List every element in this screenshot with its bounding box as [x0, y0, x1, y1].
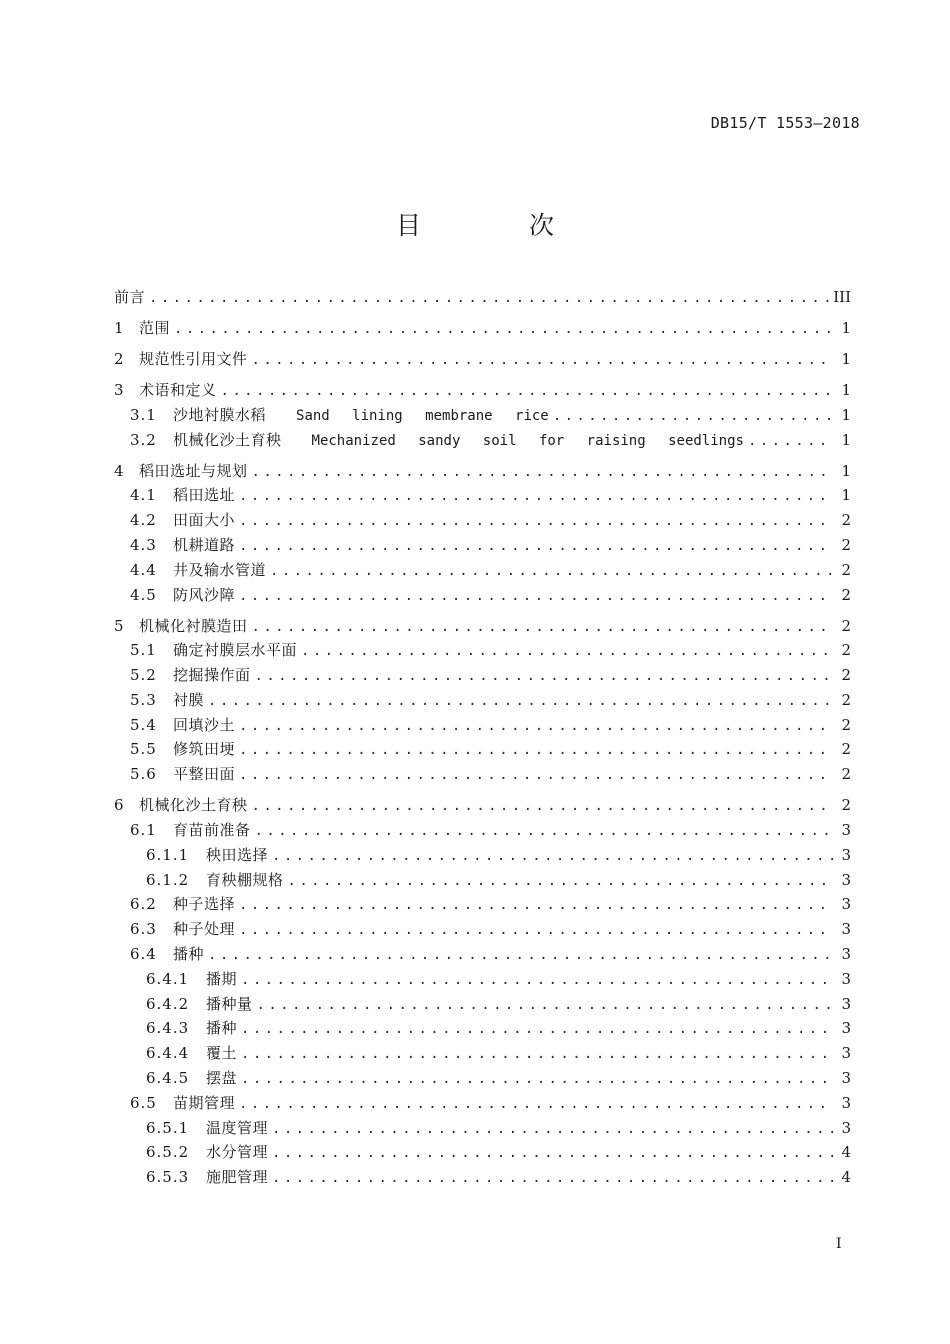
toc-entry-number: 2 [114, 349, 125, 368]
toc-entry-heading [114, 664, 251, 685]
toc-entry-page: 3 [841, 821, 851, 840]
toc-entry-page: 1 [841, 318, 851, 337]
toc-entry-heading [114, 1141, 268, 1162]
toc-entry-label: 播种量 [206, 994, 253, 1013]
dot-leader [239, 742, 833, 758]
dot-leader [272, 848, 833, 864]
toc-entry-page: 1 [841, 430, 851, 449]
toc-entry[interactable] [114, 869, 851, 894]
toc-entry[interactable] [114, 615, 851, 640]
toc-entry[interactable] [114, 943, 851, 968]
dot-leader [252, 352, 833, 368]
dot-leader [241, 972, 833, 988]
toc-entry[interactable] [114, 1067, 851, 1092]
toc-entry-number: 4.4 [130, 560, 157, 579]
toc-entry[interactable] [114, 317, 851, 342]
table-of-contents [114, 286, 851, 1191]
dot-leader [252, 464, 833, 480]
toc-entry-page: III [833, 288, 851, 306]
dot-leader [239, 922, 833, 938]
toc-entry-number: 6.5.1 [146, 1118, 190, 1137]
toc-entry-page: 3 [841, 1044, 851, 1063]
toc-entry-number: 6.1 [130, 821, 157, 840]
toc-entry-label: 范围 [139, 318, 171, 337]
toc-entry-page: 2 [841, 740, 851, 759]
toc-entry-number: 3.1 [130, 405, 157, 424]
dot-leader [208, 693, 833, 709]
dot-leader [252, 798, 833, 814]
toc-entry-number: 5.6 [130, 765, 157, 784]
toc-entry-number: 4.1 [130, 486, 157, 505]
toc-entry-heading [114, 844, 268, 865]
toc-entry-page: 1 [841, 405, 851, 424]
toc-entry[interactable] [114, 379, 851, 404]
toc-entry-label: 田面大小 [173, 511, 236, 530]
toc-entry-number: 6 [114, 796, 125, 815]
toc-entry-heading [114, 348, 248, 369]
toc-entry-number: 6.5 [130, 1093, 157, 1112]
toc-entry-number: 6.2 [130, 895, 157, 914]
dot-leader [239, 538, 833, 554]
dot-leader [748, 433, 833, 449]
toc-entry-label: 播种 [206, 1019, 238, 1038]
toc-entry-page: 2 [841, 585, 851, 604]
toc-entry-page: 3 [841, 994, 851, 1013]
toc-entry-heading [114, 429, 744, 450]
page-title: 目 次 [396, 211, 604, 240]
toc-entry-label: 规范性引用文件 [139, 349, 248, 368]
toc-entry-heading [114, 993, 253, 1014]
toc-entry[interactable] [114, 1042, 851, 1067]
toc-entry-number: 6.4.5 [146, 1069, 190, 1088]
toc-entry-heading [114, 1166, 268, 1187]
toc-entry-heading [114, 484, 235, 505]
dot-leader [270, 563, 833, 579]
toc-entry-label: 种子选择 [173, 895, 236, 914]
toc-entry-label: 修筑田埂 [173, 740, 236, 759]
toc-entry[interactable] [114, 509, 851, 534]
toc-entry[interactable] [114, 559, 851, 584]
toc-entry-heading [114, 738, 235, 759]
toc-entry-page: 2 [841, 690, 851, 709]
toc-entry-number: 1 [114, 318, 125, 337]
toc-entry-heading [114, 317, 170, 338]
toc-entry-page: 2 [841, 796, 851, 815]
dot-leader [239, 513, 833, 529]
toc-entry-label: 播期 [206, 969, 238, 988]
toc-entry-page: 3 [841, 1118, 851, 1137]
toc-entry-page: 2 [841, 765, 851, 784]
dot-leader [241, 1021, 833, 1037]
toc-entry[interactable] [114, 664, 851, 689]
toc-entry-page: 2 [841, 666, 851, 685]
toc-entry-page: 3 [841, 969, 851, 988]
toc-entry-label: 施肥管理 [206, 1168, 269, 1187]
toc-entry-heading [114, 460, 248, 481]
toc-entry-number: 3 [114, 380, 125, 399]
toc-entry-label: 稻田选址与规划 [139, 461, 248, 480]
toc-entry-page: 3 [841, 870, 851, 889]
toc-entry-number: 6.1.1 [146, 845, 190, 864]
toc-entry-number: 6.4.3 [146, 1019, 190, 1038]
toc-entry-label: 确定衬膜层水平面 [173, 641, 298, 660]
toc-entry-label: 术语和定义 [139, 380, 217, 399]
toc-entry[interactable] [114, 968, 851, 993]
toc-entry-page: 2 [841, 511, 851, 530]
toc-entry-heading [114, 1067, 237, 1088]
toc-entry[interactable] [114, 584, 851, 609]
toc-entry[interactable] [114, 918, 851, 943]
dot-leader [252, 619, 833, 635]
toc-entry-label: 前言 [114, 288, 146, 306]
toc-entry-page: 3 [841, 845, 851, 864]
toc-entry-english-term: Sand lining membrane rice [296, 407, 549, 424]
toc-entry[interactable] [114, 1117, 851, 1142]
toc-entry-number: 4 [114, 461, 125, 480]
toc-entry-heading [114, 615, 248, 636]
toc-entry-heading [114, 509, 235, 530]
dot-leader [553, 408, 833, 424]
toc-entry[interactable] [114, 1092, 851, 1117]
toc-entry[interactable] [114, 1017, 851, 1042]
toc-entry-heading [114, 968, 237, 989]
toc-entry-label: 衬膜 [173, 690, 205, 709]
dot-leader [301, 643, 833, 659]
toc-entry-heading [114, 893, 235, 914]
toc-entry-label: 井及输水管道 [173, 560, 267, 579]
toc-entry-label: 机械化沙土育秧 [173, 430, 282, 449]
toc-entry-heading [114, 379, 217, 400]
toc-entry-label: 种子处理 [173, 920, 236, 939]
toc-entry-label: 秧田选择 [206, 845, 269, 864]
toc-entry-page: 2 [841, 560, 851, 579]
toc-entry-label: 覆土 [206, 1044, 238, 1063]
toc-entry-heading [114, 534, 235, 555]
toc-entry-heading [114, 869, 284, 890]
toc-entry-label: 沙地衬膜水稻 [173, 405, 267, 424]
toc-entry-page: 4 [841, 1168, 851, 1187]
toc-entry-label: 育苗前准备 [173, 821, 251, 840]
toc-entry[interactable] [114, 639, 851, 664]
toc-entry-heading [114, 689, 204, 710]
toc-entry[interactable] [114, 484, 851, 509]
toc-entry-number: 6.4.2 [146, 994, 190, 1013]
toc-entry-page: 1 [841, 349, 851, 368]
toc-entry-label: 稻田选址 [173, 486, 236, 505]
toc-entry-heading [114, 918, 235, 939]
toc-entry[interactable] [114, 460, 851, 485]
toc-entry-label: 机械化沙土育秧 [139, 796, 248, 815]
toc-entry-label: 回填沙土 [173, 715, 236, 734]
toc-entry[interactable] [114, 794, 851, 819]
toc-entry[interactable] [114, 738, 851, 763]
toc-entry-heading [114, 404, 549, 425]
toc-entry-label: 摆盘 [206, 1069, 238, 1088]
toc-entry-page: 2 [841, 641, 851, 660]
toc-entry[interactable] [114, 819, 851, 844]
toc-entry[interactable] [114, 429, 851, 454]
toc-entry-number: 5.2 [130, 666, 157, 685]
toc-entry-page: 1 [841, 461, 851, 480]
toc-entry-number: 4.3 [130, 535, 157, 554]
toc-entry-number: 6.5.2 [146, 1143, 190, 1162]
toc-entry-page: 3 [841, 1019, 851, 1038]
toc-entry[interactable] [114, 714, 851, 739]
toc-entry-page: 3 [841, 920, 851, 939]
toc-entry[interactable] [114, 348, 851, 373]
dot-leader [272, 1145, 833, 1161]
dot-leader [272, 1170, 833, 1186]
page-number: I [836, 1236, 842, 1252]
dot-leader [239, 767, 833, 783]
toc-entry-heading [114, 639, 297, 660]
toc-entry-number: 6.1.2 [146, 870, 190, 889]
dot-leader [221, 383, 833, 399]
toc-entry-label: 苗期管理 [173, 1093, 236, 1112]
toc-entry-english-term: Mechanized sandy soil for raising seedlings [311, 432, 744, 449]
toc-entry[interactable] [114, 893, 851, 918]
dot-leader [239, 1096, 833, 1112]
toc-entry-label: 防风沙障 [173, 585, 236, 604]
toc-entry-heading [114, 794, 248, 815]
toc-entry[interactable] [114, 286, 851, 311]
toc-entry-heading [114, 714, 235, 735]
toc-entry-page: 2 [841, 616, 851, 635]
standard-code: DB15/T 1553—2018 [710, 114, 860, 132]
toc-entry[interactable] [114, 534, 851, 559]
toc-entry-heading [114, 1042, 237, 1063]
toc-entry[interactable] [114, 993, 851, 1018]
dot-leader [272, 1121, 833, 1137]
toc-entry-number: 6.4.1 [146, 969, 190, 988]
toc-entry-heading [114, 1017, 237, 1038]
toc-entry-number: 5 [114, 616, 125, 635]
toc-entry-number: 6.4.4 [146, 1044, 190, 1063]
toc-entry-number: 5.3 [130, 690, 157, 709]
toc-entry-number: 6.5.3 [146, 1168, 190, 1187]
dot-leader [257, 997, 833, 1013]
toc-entry-number: 6.3 [130, 920, 157, 939]
toc-entry-number: 6.4 [130, 945, 157, 964]
toc-entry-number: 5.5 [130, 740, 157, 759]
toc-entry-number: 4.2 [130, 511, 157, 530]
toc-entry-number: 4.5 [130, 585, 157, 604]
toc-entry-page: 2 [841, 535, 851, 554]
toc-entry-heading [114, 286, 145, 307]
dot-leader [288, 873, 833, 889]
dot-leader [208, 947, 833, 963]
toc-entry[interactable] [114, 404, 851, 429]
toc-entry-label: 育秧棚规格 [206, 870, 284, 889]
dot-leader [239, 588, 833, 604]
toc-entry-label: 播种 [173, 945, 205, 964]
toc-entry-heading [114, 763, 235, 784]
dot-leader [255, 668, 833, 684]
dot-leader [174, 321, 833, 337]
toc-entry-page: 3 [841, 895, 851, 914]
toc-entry[interactable] [114, 844, 851, 869]
dot-leader [149, 290, 829, 306]
toc-entry-page: 4 [841, 1143, 851, 1162]
toc-entry-label: 机耕道路 [173, 535, 236, 554]
toc-entry-page: 3 [841, 945, 851, 964]
toc-entry[interactable] [114, 1141, 851, 1166]
toc-entry[interactable] [114, 689, 851, 714]
toc-entry-label: 平整田面 [173, 765, 236, 784]
dot-leader [239, 718, 833, 734]
toc-entry[interactable] [114, 1166, 851, 1191]
dot-leader [239, 488, 833, 504]
toc-entry-page: 3 [841, 1093, 851, 1112]
toc-entry-heading [114, 1117, 268, 1138]
dot-leader [241, 1046, 833, 1062]
toc-entry-heading [114, 584, 235, 605]
toc-entry-label: 挖掘操作面 [173, 666, 251, 685]
toc-entry-label: 温度管理 [206, 1118, 269, 1137]
toc-entry-number: 5.4 [130, 715, 157, 734]
toc-entry-heading [114, 943, 204, 964]
toc-entry-heading [114, 1092, 235, 1113]
toc-entry[interactable] [114, 763, 851, 788]
toc-entry-number: 3.2 [130, 430, 157, 449]
toc-entry-page: 1 [841, 380, 851, 399]
toc-entry-page: 1 [841, 486, 851, 505]
dot-leader [255, 823, 833, 839]
toc-entry-heading [114, 819, 251, 840]
toc-entry-page: 3 [841, 1069, 851, 1088]
toc-entry-page: 2 [841, 715, 851, 734]
toc-entry-number: 5.1 [130, 641, 157, 660]
toc-entry-label: 水分管理 [206, 1143, 269, 1162]
dot-leader [239, 897, 833, 913]
dot-leader [241, 1071, 833, 1087]
toc-entry-label: 机械化衬膜造田 [139, 616, 248, 635]
toc-entry-heading [114, 559, 266, 580]
